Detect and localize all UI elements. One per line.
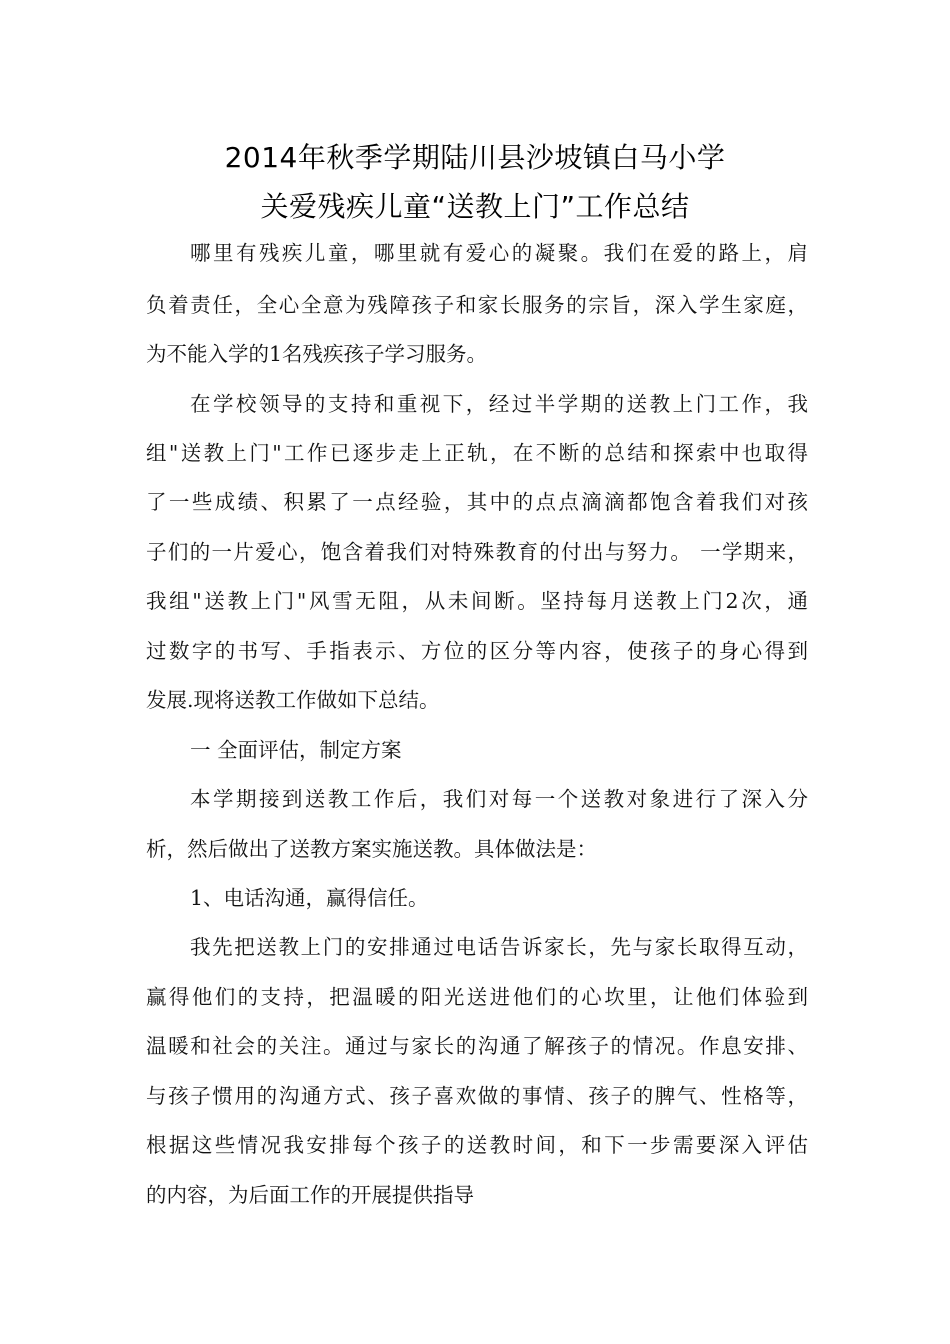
paragraph-line: 根据这些情况我安排每个孩子的送教时间，和下一步需要深入评估 [146,1133,808,1157]
paragraph-line: 赢得他们的支持，把温暖的阳光送进他们的心坎里，让他们体验到 [146,985,808,1009]
paragraph-line: 为不能入学的1名残疾孩子学习服务。 [146,342,488,366]
section-heading: 一 全面评估，制定方案 [190,738,402,762]
paragraph-line: 温暖和社会的关注。通过与家长的沟通了解孩子的情况。作息安排、 [146,1034,808,1058]
paragraph-line: 哪里有残疾儿童，哪里就有爱心的凝聚。我们在爱的路上，肩 [190,241,808,265]
paragraph-line: 负着责任，全心全意为残障孩子和家长服务的宗旨，深入学生家庭， [146,293,808,317]
paragraph-line: 发展.现将送教工作做如下总结。 [146,688,440,712]
paragraph-line: 与孩子惯用的沟通方式、孩子喜欢做的事情、孩子的脾气、性格等， [146,1084,808,1108]
paragraph-line: 我组"送教上门"风雪无阻，从未间断。坚持每月送教上门2次，通 [146,589,808,613]
paragraph-line: 本学期接到送教工作后，我们对每一个送教对象进行了深入分 [190,787,808,811]
paragraph-line: 在学校领导的支持和重视下，经过半学期的送教上门工作，我 [190,392,808,416]
paragraph-line: 了一些成绩、积累了一点经验，其中的点点滴滴都饱含着我们对孩 [146,490,808,514]
paragraph-line: 的内容，为后面工作的开展提供指导 [146,1183,474,1207]
paragraph-line: 组"送教上门"工作已逐步走上正轨，在不断的总结和探索中也取得 [146,441,808,465]
document-title-line-1: 2014年秋季学期陆川县沙坡镇白马小学 [224,141,726,174]
paragraph-line: 我先把送教上门的安排通过电话告诉家长，先与家长取得互动， [190,935,808,959]
document-title-line-2: 关爱残疾儿童“送教上门”工作总结 [260,190,690,223]
subsection-heading: 1、电话沟通，赢得信任。 [190,886,429,910]
paragraph-line: 过数字的书写、手指表示、方位的区分等内容，使孩子的身心得到 [146,639,808,663]
paragraph-line: 析，然后做出了送教方案实施送教。具体做法是： [146,837,597,861]
paragraph-line: 子们的一片爱心，饱含着我们对特殊教育的付出与努力。 一学期来， [146,540,808,564]
